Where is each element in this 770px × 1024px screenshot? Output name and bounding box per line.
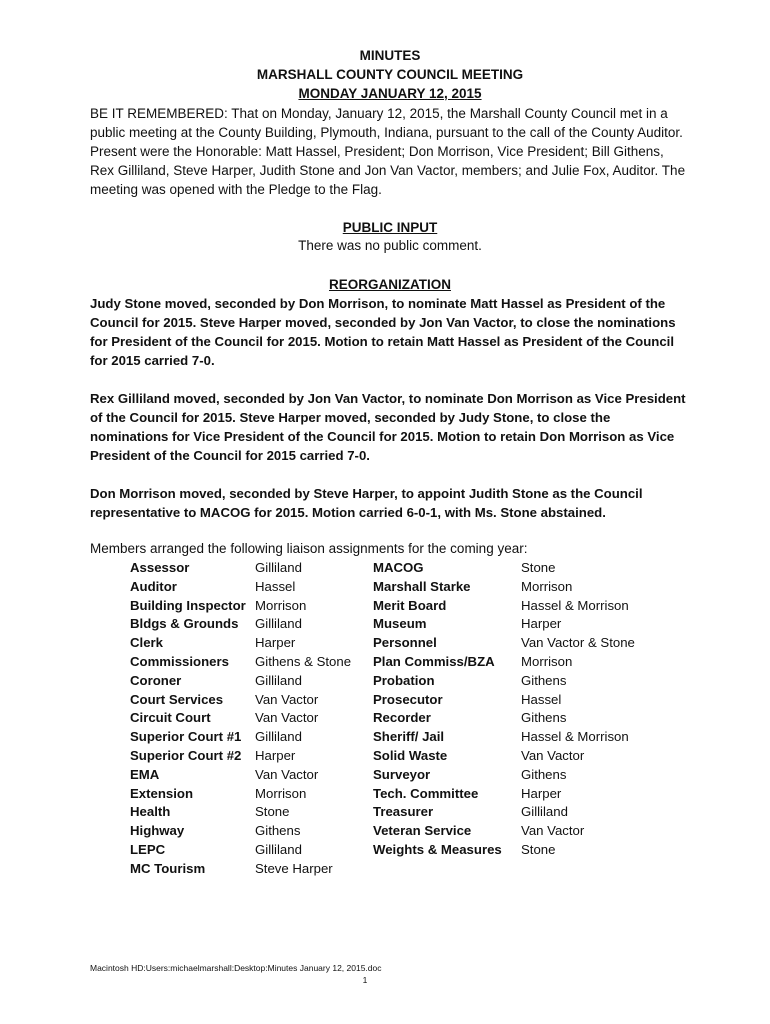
liaison-member: Steve Harper — [255, 860, 333, 876]
liaison-member: Stone — [521, 560, 556, 575]
liaison-member: Hassel & Morrison — [521, 729, 629, 745]
liaison-office: Auditor — [130, 578, 177, 594]
liaison-member: Gilliland — [255, 672, 302, 688]
liaison-row — [130, 728, 690, 747]
reorganization-heading: REORGANIZATION — [329, 277, 451, 292]
liaison-member: Van Vactor & Stone — [521, 635, 635, 651]
liaison-office: LEPC — [130, 841, 166, 857]
liaison-member: Harper — [255, 635, 296, 651]
liaison-office: Bldgs & Grounds — [130, 616, 239, 632]
liaison-member: Stone — [255, 804, 290, 820]
liaison-office: Veteran Service — [373, 823, 472, 839]
liaison-row — [130, 634, 690, 653]
reorg-paragraph-macog: Don Morrison moved, seconded by Steve Harper, to appoint Judith Stone as the Council representative to MACOG for 2015. Motion carried 6-0-1, with Ms. Stone abstained. — [90, 486, 643, 520]
liaison-row — [130, 860, 690, 879]
liaison-row — [130, 672, 690, 691]
liaison-office: Plan Commiss/BZA — [373, 653, 495, 669]
liaison-office: Commissioners — [130, 653, 229, 669]
liaison-office: Treasurer — [373, 804, 434, 820]
liaison-member: Van Vactor — [255, 691, 319, 707]
liaison-row — [130, 747, 690, 766]
intro-paragraph: BE IT REMEMBERED: That on Monday, January 12, 2015, the Marshall County Council met in a public meeting at the County Building, Plymouth, Indiana, pursuant to the call of the County Auditor. Present were the Honorable: Matt Hassel, President; Don Morrison, Vice President; Bill Githens, Rex Gilliland, Steve Harper, Judith Stone and Jon Van Vactor, members; and Julie Fox, Auditor. The meeting was opened with the Pledge to the Flag. — [90, 106, 686, 197]
liaison-office: Solid Waste — [373, 747, 448, 763]
liaison-member: Van Vactor — [255, 766, 319, 782]
liaison-row — [130, 822, 690, 841]
liaison-member: Harper — [255, 747, 296, 763]
liaison-row — [130, 615, 690, 634]
liaison-office: Highway — [130, 823, 185, 839]
liaison-member: Githens — [521, 766, 567, 782]
liaison-row — [130, 785, 690, 804]
liaison-member: Morrison — [255, 597, 307, 613]
liaison-member: Gilliland — [255, 729, 302, 745]
liaison-office: Tech. Committee — [373, 785, 479, 801]
liaison-office: Extension — [130, 785, 194, 801]
liaison-member: Harper — [521, 616, 562, 632]
liaison-office: EMA — [130, 766, 160, 782]
liaison-member: Githens — [521, 710, 567, 726]
reorg-paragraph-vice-president: Rex Gilliland moved, seconded by Jon Van Vactor, to nominate Don Morrison as Vice President of the Council for 2015. Steve Harper moved, seconded by Judy Stone, to close the nominations for Vice President of the Council for 2015. Motion to retain Don Morrison as Vice President of the Council for 2015 carried 7-0. — [90, 391, 686, 463]
liaison-member: Van Vactor — [255, 710, 319, 726]
liaison-office: MC Tourism — [130, 860, 206, 876]
liaison-member: Gilliland — [255, 560, 302, 575]
liaison-row — [130, 709, 690, 728]
liaison-row — [130, 841, 690, 860]
meeting-date: MONDAY JANUARY 12, 2015 — [298, 86, 482, 101]
liaison-member: Stone — [521, 841, 556, 857]
liaison-office: Clerk — [130, 635, 163, 651]
liaison-office: Superior Court #2 — [130, 747, 242, 763]
liaison-row — [130, 691, 690, 710]
liaison-member: Morrison — [255, 785, 307, 801]
page-number: 1 — [362, 975, 368, 985]
liaison-office: Probation — [373, 672, 435, 688]
liaison-member: Morrison — [521, 653, 573, 669]
liaison-row — [130, 559, 690, 578]
footer-file-path: Macintosh HD:Users:michaelmarshall:Desktop:Minutes January 12, 2015.doc — [90, 963, 382, 973]
meeting-name: MARSHALL COUNTY COUNCIL MEETING — [256, 67, 524, 82]
liaison-member: Githens — [255, 823, 301, 839]
liaison-office: Merit Board — [373, 597, 447, 613]
liaison-office: Circuit Court — [130, 710, 211, 726]
liaison-office: Health — [130, 804, 171, 820]
liaison-row — [130, 766, 690, 785]
liaison-row — [130, 653, 690, 672]
liaison-member: Gilliland — [521, 804, 568, 820]
doc-title: MINUTES — [359, 48, 421, 63]
liaison-office: MACOG — [373, 560, 424, 575]
liaison-row — [130, 597, 690, 616]
public-input-heading: PUBLIC INPUT — [342, 220, 438, 235]
liaison-office: Weights & Measures — [373, 841, 502, 857]
liaison-member: Hassel — [521, 691, 562, 707]
liaison-office: Assessor — [130, 560, 190, 575]
liaison-member: Githens & Stone — [255, 653, 352, 669]
liaison-office: Court Services — [130, 691, 224, 707]
liaison-office: Museum — [373, 616, 427, 632]
liaison-row — [130, 803, 690, 822]
liaison-member: Hassel & Morrison — [521, 597, 629, 613]
liaison-office: Superior Court #1 — [130, 729, 242, 745]
liaison-office: Building Inspector — [130, 597, 246, 613]
members-intro: Members arranged the following liaison assignments for the coming year: — [90, 541, 528, 556]
liaison-office: Prosecutor — [373, 691, 443, 707]
liaison-member: Morrison — [521, 578, 573, 594]
liaison-member: Van Vactor — [521, 823, 585, 839]
liaison-table — [130, 559, 690, 879]
liaison-office: Sheriff/ Jail — [373, 729, 445, 745]
liaison-member: Hassel — [255, 578, 296, 594]
liaison-member: Gilliland — [255, 616, 302, 632]
public-input-text: There was no public comment. — [298, 238, 482, 253]
liaison-member: Van Vactor — [521, 747, 585, 763]
liaison-member: Githens — [521, 672, 567, 688]
liaison-row — [130, 578, 690, 597]
liaison-office: Surveyor — [373, 766, 431, 782]
liaison-member: Gilliland — [255, 841, 302, 857]
liaison-member: Harper — [521, 785, 562, 801]
liaison-office: Coroner — [130, 672, 182, 688]
liaison-office: Personnel — [373, 635, 437, 651]
liaison-office: Marshall Starke — [373, 578, 471, 594]
reorg-paragraph-president: Judy Stone moved, seconded by Don Morrison, to nominate Matt Hassel as President of the Council for 2015. Steve Harper moved, seconded by Jon Van Vactor, to close the nominations for President of the Council for 2015. Motion to retain Matt Hassel as President of the Council for 2015 carried 7-0. — [90, 296, 676, 368]
liaison-office: Recorder — [373, 710, 431, 726]
